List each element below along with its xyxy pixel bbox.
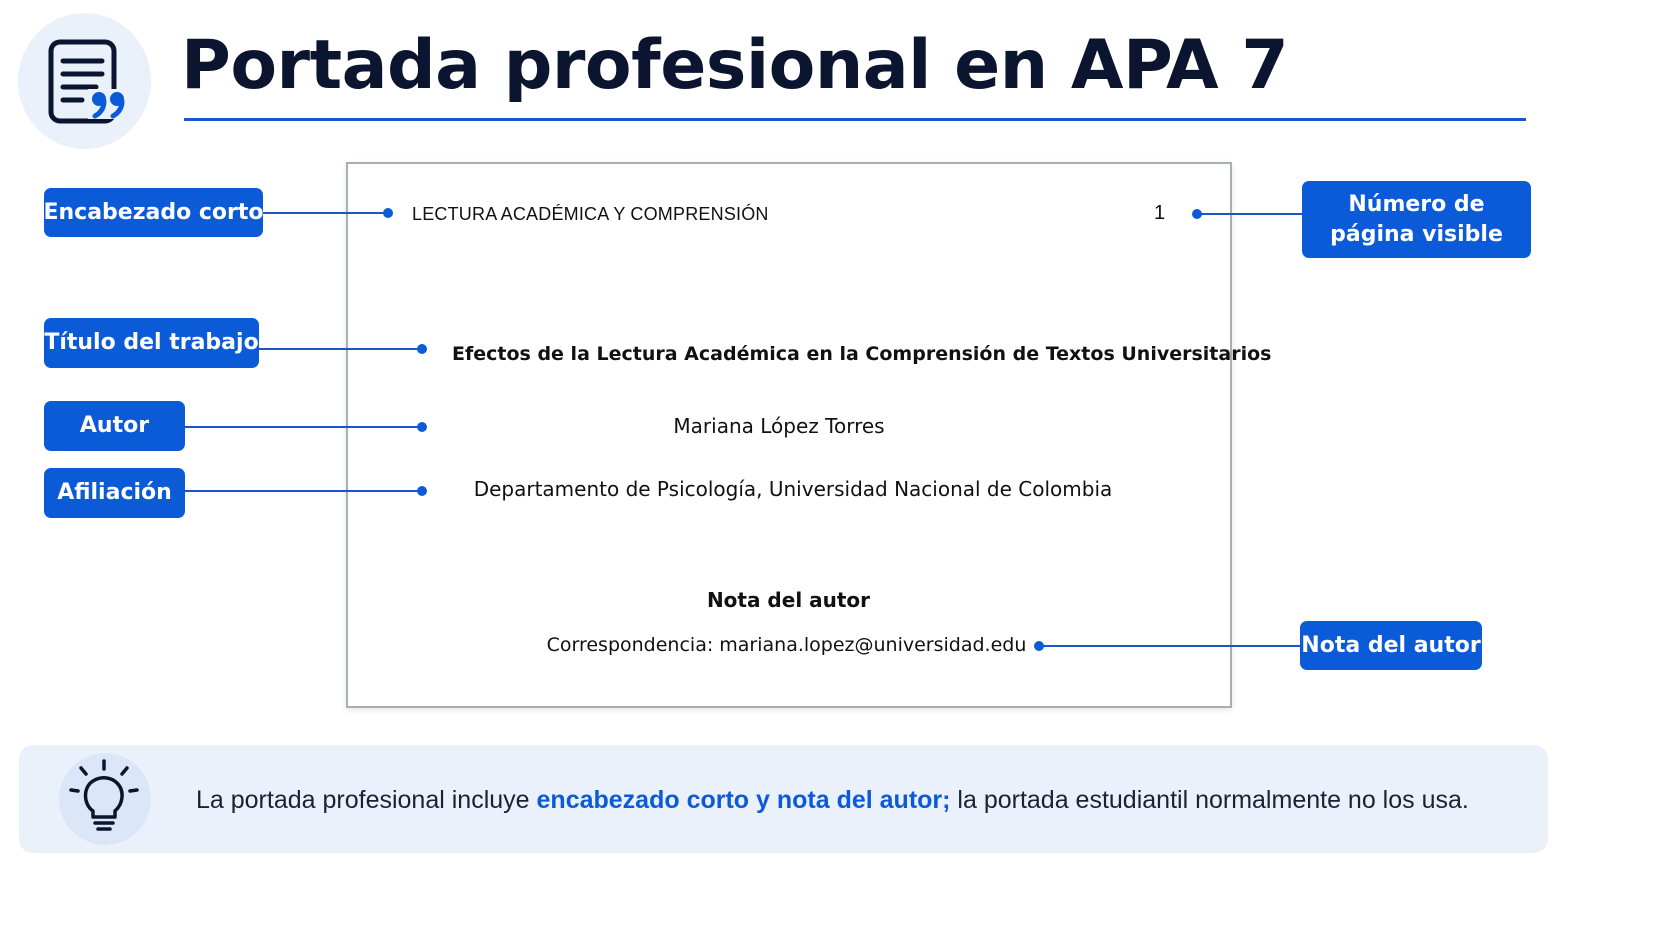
connector-dot-short-head xyxy=(383,208,393,218)
callout-page-number: Número de página visible xyxy=(1302,181,1531,258)
tip-text-before: La portada profesional incluye xyxy=(196,786,537,814)
connector-dot-title xyxy=(417,344,427,354)
connector-dot-affiliation xyxy=(417,486,427,496)
author-note-heading: Nota del autor xyxy=(706,588,871,612)
page-number: 1 xyxy=(1154,202,1166,224)
connector-dot-page-number xyxy=(1192,209,1202,219)
page-title: Portada profesional en APA 7 xyxy=(181,26,1289,105)
author-name: Mariana López Torres xyxy=(673,414,885,438)
callout-author-note: Nota del autor xyxy=(1300,621,1482,670)
running-head: LECTURA ACADÉMICA Y COMPRENSIÓN xyxy=(412,204,769,224)
callout-short-head: Encabezado corto xyxy=(44,188,263,237)
tip-text xyxy=(196,786,1469,815)
callout-author: Autor xyxy=(44,401,185,451)
connector-dot-author xyxy=(417,422,427,432)
paper-title: Efectos de la Lectura Académica en la Comprensión de Textos Universitarios xyxy=(452,343,1272,365)
affiliation: Departamento de Psicología, Universidad Nacional de Colombia xyxy=(473,477,1113,501)
connector-dot-author-note xyxy=(1034,641,1044,651)
callout-affiliation: Afiliación xyxy=(44,468,185,518)
callout-paper-title: Título del trabajo xyxy=(44,318,259,368)
correspondence-line: Correspondencia: mariana.lopez@universidad.edu xyxy=(546,634,1027,656)
lightbulb-icon xyxy=(59,753,151,845)
tip-text-highlight: encabezado corto y nota del autor; xyxy=(536,786,951,814)
tip-text-after: la portada estudiantil normalmente no los usa. xyxy=(950,786,1469,814)
